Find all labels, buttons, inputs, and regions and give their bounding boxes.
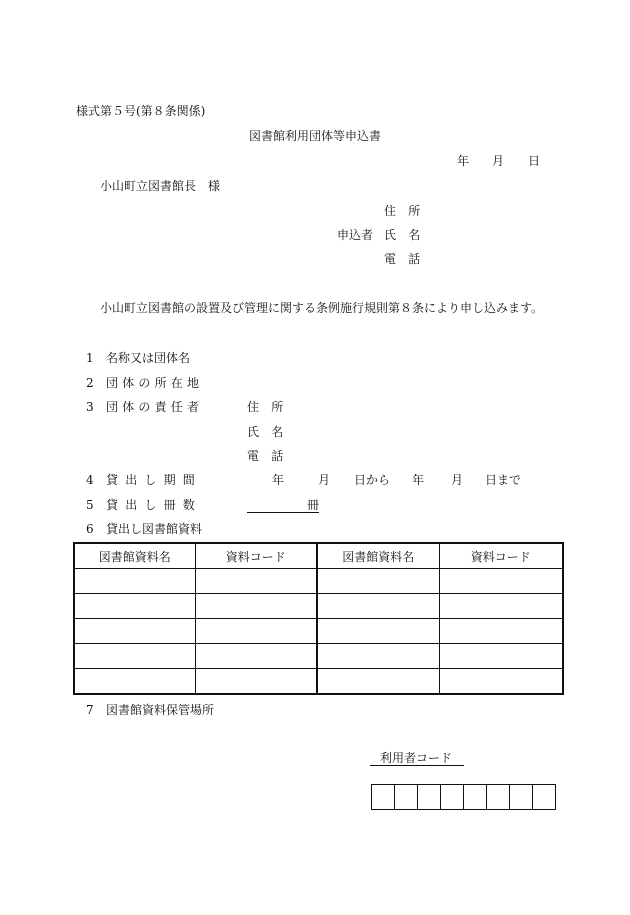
table-cell[interactable]: [195, 669, 317, 695]
table-row: [74, 669, 563, 695]
item-7-num: 7: [86, 703, 94, 717]
table-cell[interactable]: [74, 569, 195, 594]
applicant-address-label: 住 所: [384, 204, 425, 218]
table-cell[interactable]: [74, 594, 195, 619]
volumes-field[interactable]: [247, 498, 319, 513]
table-cell[interactable]: [317, 619, 439, 644]
header-material-code-2: 資料コード: [439, 543, 563, 569]
period-year-2: 年: [412, 473, 425, 487]
item-6-label: 貸出し図書館資料: [106, 522, 203, 536]
table-cell[interactable]: [439, 644, 563, 669]
header-material-name-1: 図書館資料名: [74, 543, 195, 569]
item-2-label: 団体の所在地: [106, 376, 204, 390]
table-cell[interactable]: [195, 569, 317, 594]
date-day: 日: [528, 154, 541, 168]
item-6-num: 6: [86, 522, 94, 536]
user-code-cell[interactable]: [417, 784, 441, 810]
applicant-prefix: 申込者: [337, 228, 374, 242]
user-code-cell[interactable]: [532, 784, 556, 810]
table-cell[interactable]: [195, 619, 317, 644]
period-until: 日まで: [485, 473, 522, 487]
library-materials-table: [73, 542, 564, 695]
applicant-phone-label: 電 話: [384, 252, 425, 266]
table-cell[interactable]: [439, 594, 563, 619]
form-number: 様式第５号(第８条関係): [76, 104, 206, 118]
item-4-label: 貸出し期間: [106, 473, 203, 487]
header-material-name-2: 図書館資料名: [317, 543, 439, 569]
item-5-num: 5: [86, 498, 94, 512]
user-code-cell[interactable]: [440, 784, 464, 810]
table-cell[interactable]: [74, 669, 195, 695]
statement: 小山町立図書館の設置及び管理に関する条例施行規則第８条により申し込みます。: [100, 301, 544, 315]
period-month-2: 月: [451, 473, 464, 487]
addressee: 小山町立図書館長 様: [100, 179, 221, 193]
item-3-label: 団体の責任者: [106, 400, 204, 414]
table-row: [74, 569, 563, 594]
item-7-label: 図書館資料保管場所: [106, 703, 215, 717]
table-cell[interactable]: [195, 594, 317, 619]
user-code-boxes: [371, 784, 556, 810]
item-3-num: 3: [86, 400, 94, 414]
user-code-cell[interactable]: [509, 784, 533, 810]
item-2-num: 2: [86, 376, 94, 390]
period-from: 日から: [354, 473, 391, 487]
table-cell[interactable]: [74, 644, 195, 669]
date-year: 年: [457, 154, 470, 168]
item-1-num: 1: [86, 351, 94, 365]
table-cell[interactable]: [439, 569, 563, 594]
table-cell[interactable]: [195, 644, 317, 669]
item-1-label: 名称又は団体名: [106, 351, 191, 365]
responsible-name-label: 氏 名: [247, 425, 288, 439]
table-cell[interactable]: [317, 594, 439, 619]
header-material-code-1: 資料コード: [195, 543, 317, 569]
table-header-row: [74, 543, 563, 569]
volumes-unit: 冊: [306, 498, 319, 512]
date-month: 月: [492, 154, 505, 168]
user-code-cell[interactable]: [486, 784, 510, 810]
period-year-1: 年: [272, 473, 285, 487]
table-row: [74, 594, 563, 619]
table-cell[interactable]: [317, 569, 439, 594]
user-code-label-text: 利用者コード: [380, 751, 453, 765]
responsible-phone-label: 電 話: [247, 449, 288, 463]
user-code-cell[interactable]: [394, 784, 418, 810]
table-cell[interactable]: [317, 669, 439, 695]
table-row: [74, 644, 563, 669]
responsible-address-label: 住 所: [247, 400, 288, 414]
user-code-label: [370, 751, 464, 766]
item-5-label: 貸出し冊数: [106, 498, 203, 512]
period-month-1: 月: [318, 473, 331, 487]
applicant-name-label: 氏 名: [384, 228, 425, 242]
item-4-num: 4: [86, 473, 94, 487]
table-cell[interactable]: [317, 644, 439, 669]
table-cell[interactable]: [439, 619, 563, 644]
table-cell[interactable]: [74, 619, 195, 644]
table-row: [74, 619, 563, 644]
form-title: 図書館利用団体等申込書: [249, 129, 382, 143]
user-code-cell[interactable]: [463, 784, 487, 810]
user-code-cell[interactable]: [371, 784, 395, 810]
table-cell[interactable]: [439, 669, 563, 695]
